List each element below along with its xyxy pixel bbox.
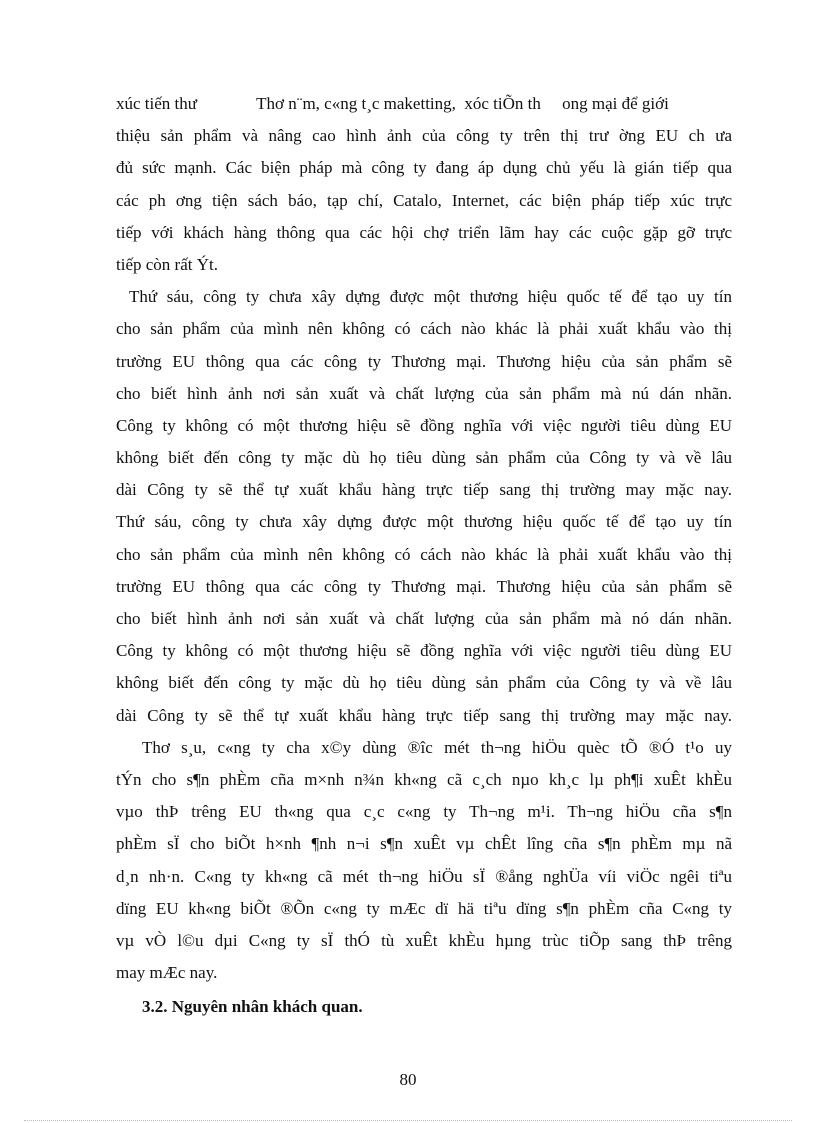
text-line: trường EU thông qua các công ty Thương mại. Thương hiệu của sản phẩm sẽ: [116, 351, 732, 371]
text-line: tiếp còn rất Ýt.: [116, 254, 218, 274]
text-line: cho biết hình ảnh nơi sản xuất và chất lượng của sản phẩm mà nó dán nhãn.: [116, 609, 732, 628]
text-line: Công ty không có một thương hiệu sẽ đồng nghĩa với việc người tiêu dùng EU: [116, 641, 732, 661]
body-text: [116, 88, 732, 1023]
text-line: vµo thÞ trêng EU th«ng qua c¸c c«ng ty Th¬ng m¹i. Th¬ng hiÖu cña s¶n: [116, 802, 732, 822]
text-line: dïng EU kh«ng biÕt ®Õn c«ng ty mÆc dï hä tiªu dïng s¶n phÈm cña C«ng ty: [116, 898, 732, 918]
text-line: không biết đến công ty mặc dù họ tiêu dùng sản phẩm của Công ty và về lâu: [116, 673, 732, 693]
text-line: đủ sức mạnh. Các biện pháp mà công ty đang áp dụng chủ yếu là gián tiếp qua: [116, 158, 732, 178]
text-line: Thứ sáu, công ty chưa xây dựng được một thương hiệu quốc tế để tạo uy tín: [116, 512, 732, 532]
text-line: Thứ sáu, công ty chưa xây dựng được một thương hiệu quốc tế để tạo uy tín: [129, 287, 732, 307]
text-line: cho sản phẩm của mình nên không có cách nào khác là phải xuất khẩu vào thị: [116, 319, 732, 339]
text-line: phÈm sÏ cho biÕt h×nh ¶nh n¬i s¶n xuÊt vµ chÊt lîng cña s¶n phÈm mµ nã: [116, 834, 732, 854]
text-line: tÝn cho s¶n phÈm cña m×nh n¾n kh«ng cã c¸ch nµo kh¸c lµ ph¶i xuÊt khÈu: [116, 769, 732, 789]
text-line: may mÆc nay.: [116, 963, 218, 983]
text-line: thiệu sản phẩm và nâng cao hình ảnh của công ty trên thị trư ờng EU ch ưa: [116, 126, 732, 146]
text-line: các ph ơng tiện sách báo, tạp chí, Catalo, Internet, các biện pháp tiếp xúc trực: [116, 190, 732, 210]
text-line: tiếp với khách hàng thông qua các hội chợ triển lãm hay các cuộc gặp gỡ trực: [116, 222, 732, 242]
footer-divider: [24, 1120, 792, 1121]
page-number: 80: [399, 1070, 417, 1089]
section-heading: 3.2. Nguyên nhân khách quan.: [142, 997, 363, 1017]
text-line: không biết đến công ty mặc dù họ tiêu dùng sản phẩm của Công ty và về lâu: [116, 448, 732, 468]
text-line: xúc tiến thư Thơ n¨m, c«ng t¸c maketting, xóc tiÕn th ong mại để giới: [116, 94, 669, 113]
text-line: cho sản phẩm của mình nên không có cách nào khác là phải xuất khẩu vào thị: [116, 544, 732, 564]
text-line: cho biết hình ảnh nơi sản xuất và chất lượng của sản phẩm mà nú dán nhãn.: [116, 383, 732, 403]
text-line: Thơ s¸u, c«ng ty cha x©y dùng ®îc mét th¬ng hiÖu quèc tÕ ®Ó t¹o uy: [142, 737, 732, 757]
text-line: vµ vÒ l©u dµi C«ng ty sÏ thÓ tù xuÊt khÈu hµng trùc tiÕp sang thÞ trêng: [116, 930, 732, 950]
text-line: trường EU thông qua các công ty Thương mại. Thương hiệu của sản phẩm sẽ: [116, 576, 732, 596]
text-line: Công ty không có một thương hiệu sẽ đồng nghĩa với việc người tiêu dùng EU: [116, 415, 732, 435]
text-line: dài Công ty sẽ thể tự xuất khẩu hàng trực tiếp sang thị trường may mặc nay.: [116, 480, 732, 500]
text-line: d¸n nh·n. C«ng ty kh«ng cã mét th¬ng hiÖu sÏ ®ång nghÜa víi viÖc ngêi tiªu: [116, 866, 732, 886]
text-line: dài Công ty sẽ thể tự xuất khẩu hàng trực tiếp sang thị trường may mặc nay.: [116, 705, 732, 725]
